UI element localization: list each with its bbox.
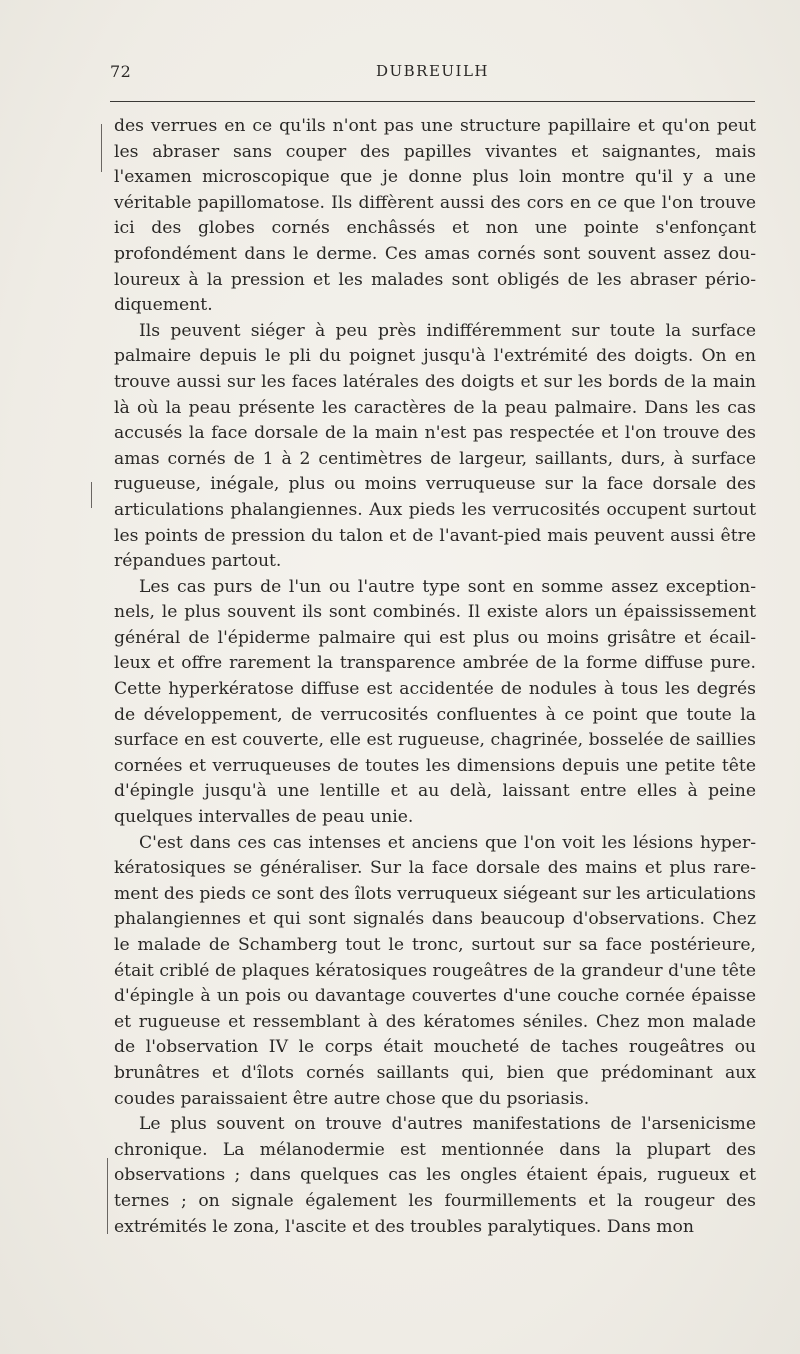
body-text	[114, 114, 756, 1240]
page-number: 72	[110, 62, 132, 81]
paragraph-2: Ils peuvent siéger à peu près indifféremment sur toute la surface palmaire depuis le pli du poignet jusqu'à l'extrémité des doigts. On en trouve aussi sur les faces latérales des doigts et sur les bords de la main là où la peau présente les caractères de la peau palmaire. Dans les cas accusés la face dorsale de la main n'est pas respectée et l'on trouve des amas cornés de 1 à 2 centimètres de largeur, saillants, durs, à surface rugueuse, inégale, plus ou moins verruqueuse sur la face dorsale des articulations phalangiennes. Aux pieds les verrucosités occupent surtout les points de pression du talon et de l'avant-pied mais peuvent aussi être répandues partout.	[114, 320, 756, 572]
margin-mark-middle	[91, 482, 92, 508]
margin-mark-bottom	[107, 1158, 108, 1234]
header-rule	[110, 101, 755, 102]
margin-mark-top	[101, 124, 102, 172]
paragraph-5: Le plus souvent on trouve d'autres manifestations de l'arsenicisme chronique. La mélanodermie est mentionnée dans la plupart des observations ; dans quelques cas les ongles étaient épais, rugueux et ternes ; on signale également les fourmillements et la rougeur des extrémités le zona, l'ascite et des troubles paralytiques. Dans mon	[114, 1114, 756, 1237]
paragraph-3: Les cas purs de l'un ou l'autre type sont en somme assez exceptionnels, le plus souvent ils sont combinés. Il existe alors un épaississement général de l'épiderme palmaire qui est plus ou moins grisâtre et écailleux et offre rarement la transparence ambrée de la forme diffuse pure. Cette hyperkératose diffuse est accidentée de nodules à tous les degrés de développement, de verrucosités confluentes à ce point que toute la surface en est couverte, elle est rugueuse, chagrinée, bosselée de saillies cornées et verruqueuses de toutes les dimensions depuis une petite tête d'épingle jusqu'à une lentille et au delà, laissant entre elles à peine quelques intervalles de peau unie.	[114, 576, 756, 828]
paragraph-4: C'est dans ces cas intenses et anciens que l'on voit les lésions hyperkératosiques se généraliser. Sur la face dorsale des mains et plus rarement des pieds ce sont des îlots verruqueux siégeant sur les articulations phalangiennes et qui sont signalés dans beaucoup d'observations. Chez le malade de Schamberg tout le tronc, surtout sur sa face postérieure, était criblé de plaques kératosiques rougeâtres de la grandeur d'une tête d'épingle à un pois ou davantage couvertes d'une couche cornée épaisse et rugueuse et ressemblant à des kératomes séniles. Chez mon malade de l'observation IV le corps était moucheté de taches rougeâtres ou brunâtres et d'îlots cornés saillants qui, bien que prédominant aux coudes paraissaient être autre chose que du psoriasis.	[114, 832, 756, 1109]
page-header	[110, 62, 755, 88]
paragraph-1: des verrues en ce qu'ils n'ont pas une structure papillaire et qu'on peut les abraser sans couper des papilles vivantes et saignantes, mais l'examen microscopique que je donne plus loin montre qu'il y a une véritable papillomatose. Ils diffèrent aussi des cors en ce que l'on trouve ici des globes cornés enchâssés et non une pointe s'enfonçant profondément dans le derme. Ces amas cornés sont souvent assez douloureux à la pression et les malades sont obligés de les abraser périodiquement.	[114, 116, 756, 316]
running-title: DUBREUILH	[375, 62, 490, 80]
